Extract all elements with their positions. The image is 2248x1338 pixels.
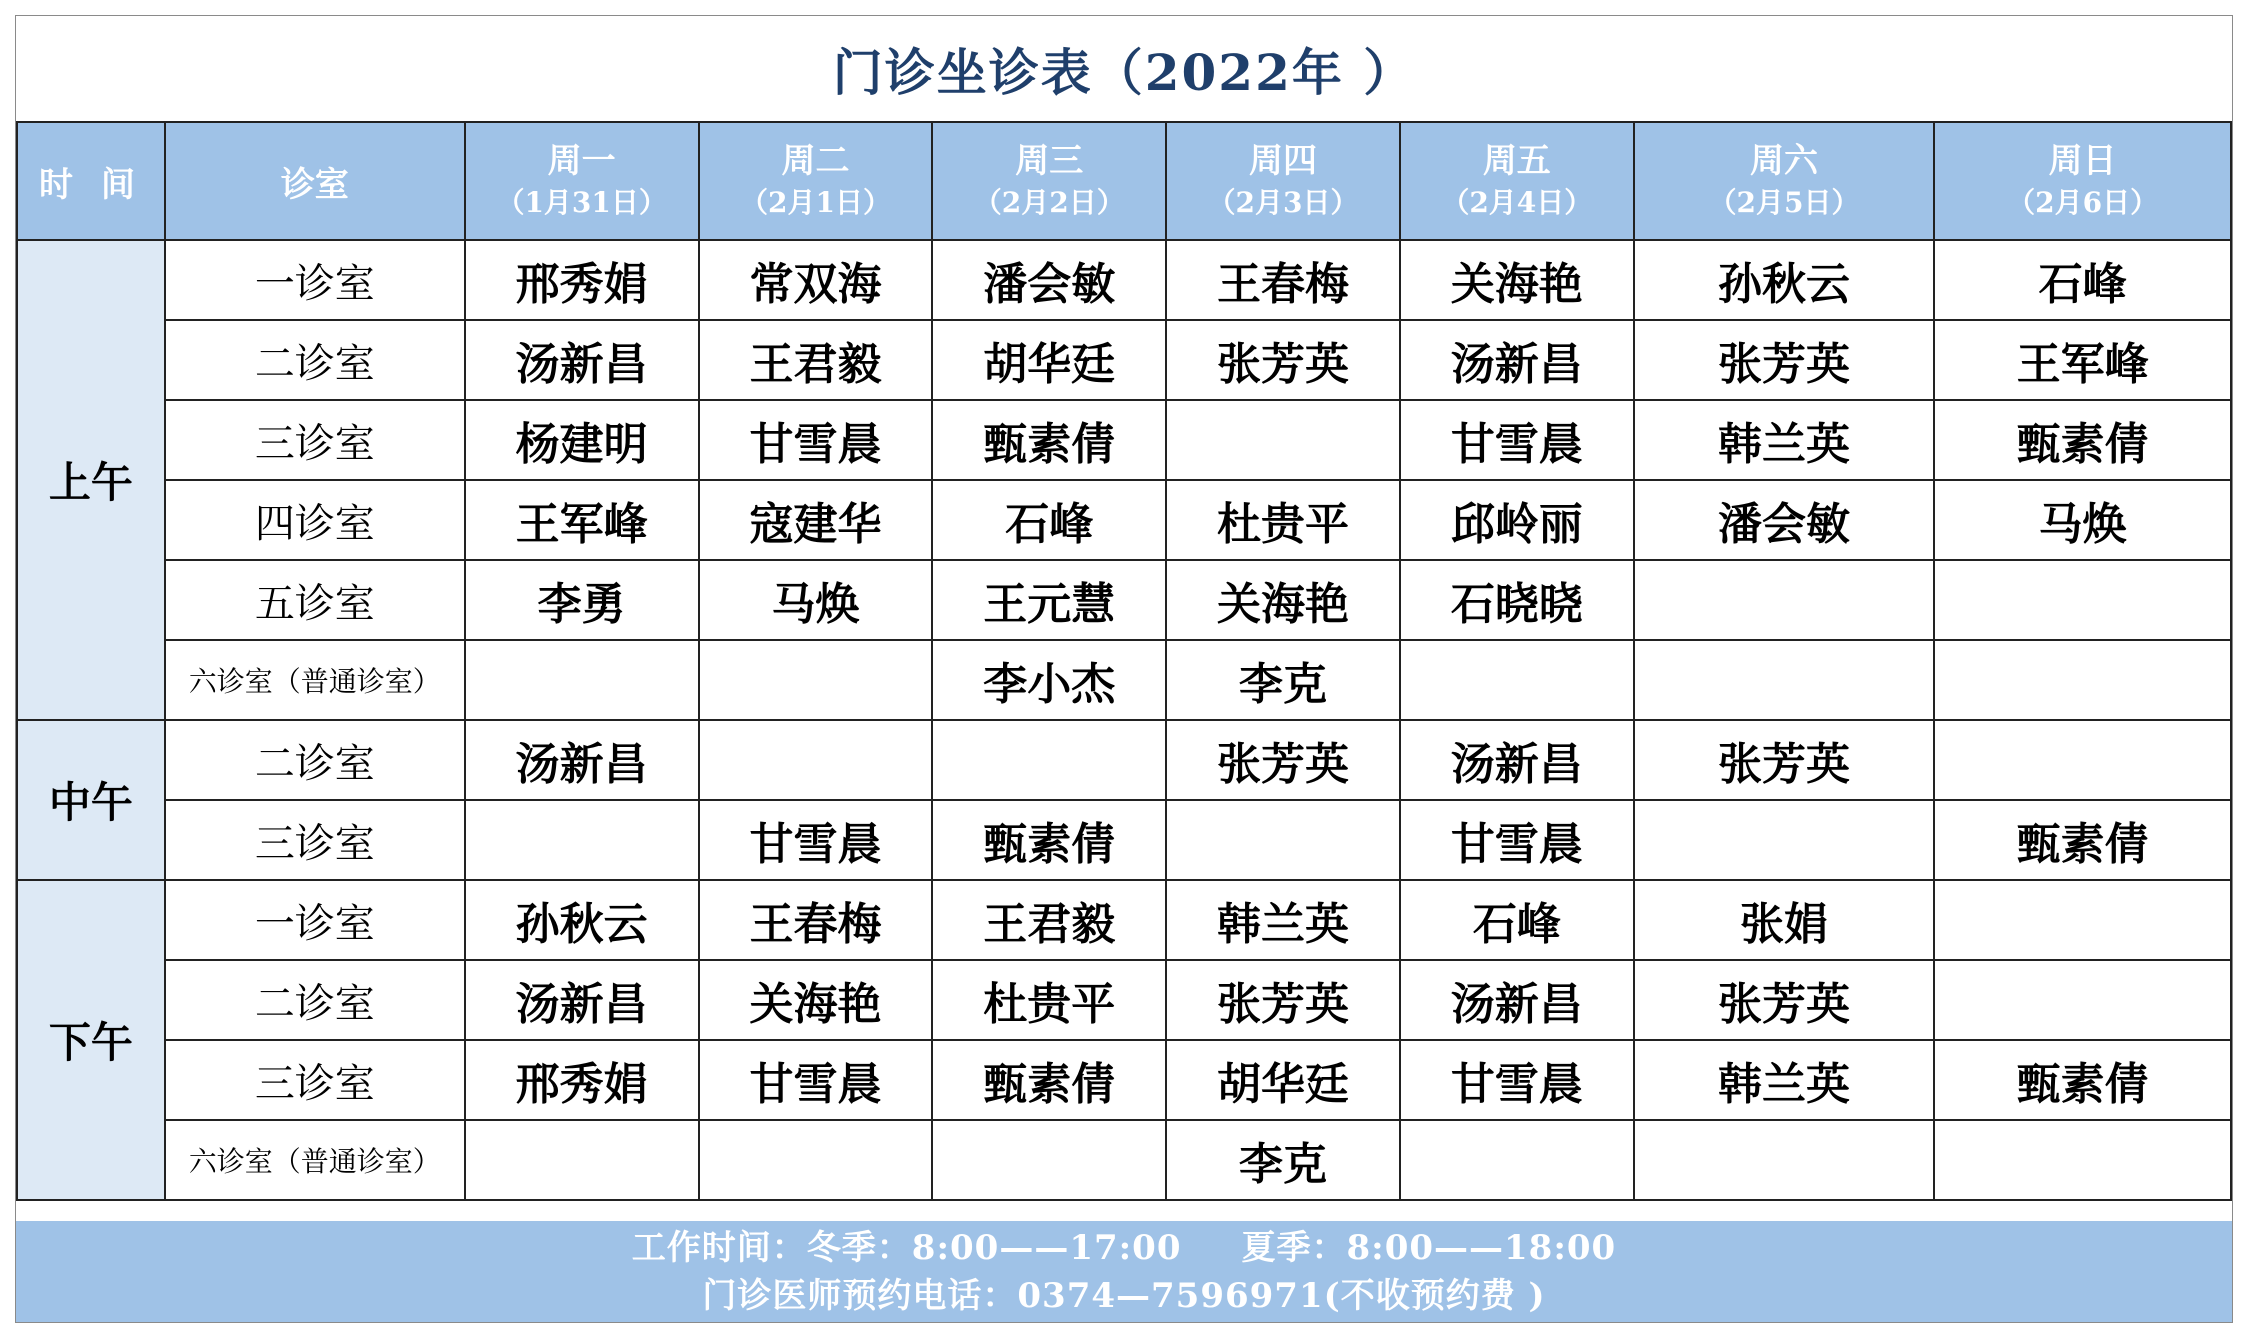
room-label: 四诊室 xyxy=(165,480,465,560)
doctor-cell xyxy=(932,1120,1166,1200)
doctor-cell: 王春梅 xyxy=(1166,240,1400,320)
header-day-label: 周二 xyxy=(781,141,850,181)
doctor-cell: 李克 xyxy=(1166,1120,1400,1200)
doctor-cell: 甄素倩 xyxy=(932,1040,1166,1120)
doctor-cell: 甘雪晨 xyxy=(1400,800,1634,880)
doctor-cell: 王春梅 xyxy=(699,880,933,960)
room-label: 一诊室 xyxy=(165,240,465,320)
doctor-cell: 王军峰 xyxy=(1934,320,2231,400)
doctor-cell xyxy=(1634,800,1935,880)
header-day-7 xyxy=(1934,122,2231,240)
room-label: 三诊室 xyxy=(165,400,465,480)
header-time: 时 间 xyxy=(17,122,165,240)
doctor-cell: 胡华廷 xyxy=(932,320,1166,400)
header-day-label: 周五 xyxy=(1482,141,1551,181)
table-row xyxy=(17,1120,2231,1200)
room-label: 二诊室 xyxy=(165,960,465,1040)
doctor-cell: 寇建华 xyxy=(699,480,933,560)
doctor-cell: 邢秀娟 xyxy=(465,1040,699,1120)
doctor-cell: 汤新昌 xyxy=(465,960,699,1040)
work-hours xyxy=(632,1224,1616,1272)
period-label: 中午 xyxy=(17,720,165,880)
schedule-sheet xyxy=(15,15,2233,1323)
doctor-cell: 胡华廷 xyxy=(1166,1040,1400,1120)
doctor-cell xyxy=(1934,640,2231,720)
doctor-cell: 杜贵平 xyxy=(932,960,1166,1040)
footer xyxy=(16,1221,2232,1322)
table-row xyxy=(17,720,2231,800)
header-date-label: （2月6日） xyxy=(2007,186,2159,219)
doctor-cell: 张芳英 xyxy=(1166,320,1400,400)
doctor-cell: 甄素倩 xyxy=(1934,800,2231,880)
doctor-cell: 李克 xyxy=(1166,640,1400,720)
doctor-cell: 王君毅 xyxy=(699,320,933,400)
header-date-label: （2月3日） xyxy=(1207,186,1359,219)
header-day-label: 周六 xyxy=(1750,141,1818,181)
doctor-cell: 韩兰英 xyxy=(1634,1040,1935,1120)
doctor-cell: 张芳英 xyxy=(1634,720,1935,800)
table-row xyxy=(17,320,2231,400)
header-date-label: （2月5日） xyxy=(1708,186,1860,219)
table-row xyxy=(17,960,2231,1040)
doctor-cell: 王军峰 xyxy=(465,480,699,560)
header-day-label: 周四 xyxy=(1249,141,1318,181)
doctor-cell: 韩兰英 xyxy=(1166,880,1400,960)
schedule-body xyxy=(17,240,2231,1200)
doctor-cell: 邢秀娟 xyxy=(465,240,699,320)
doctor-cell: 甄素倩 xyxy=(1934,400,2231,480)
doctor-cell: 张芳英 xyxy=(1634,320,1935,400)
doctor-cell xyxy=(1934,960,2231,1040)
doctor-cell xyxy=(699,720,933,800)
doctor-cell xyxy=(465,800,699,880)
table-row xyxy=(17,480,2231,560)
table-row xyxy=(17,640,2231,720)
room-label: 六诊室（普通诊室） xyxy=(165,640,465,720)
header-day-label: 周一 xyxy=(547,141,616,181)
table-row xyxy=(17,1040,2231,1120)
doctor-cell: 关海艳 xyxy=(1166,560,1400,640)
doctor-cell: 张芳英 xyxy=(1634,960,1935,1040)
doctor-cell: 关海艳 xyxy=(699,960,933,1040)
doctor-cell: 甄素倩 xyxy=(932,400,1166,480)
room-label: 三诊室 xyxy=(165,1040,465,1120)
doctor-cell: 甄素倩 xyxy=(1934,1040,2231,1120)
doctor-cell xyxy=(932,720,1166,800)
doctor-cell xyxy=(1400,1120,1634,1200)
doctor-cell: 孙秋云 xyxy=(465,880,699,960)
doctor-cell: 邱岭丽 xyxy=(1400,480,1634,560)
room-label: 六诊室（普通诊室） xyxy=(165,1120,465,1200)
doctor-cell xyxy=(1934,1120,2231,1200)
header-day-6 xyxy=(1634,122,1935,240)
doctor-cell: 甘雪晨 xyxy=(1400,1040,1634,1120)
room-label: 五诊室 xyxy=(165,560,465,640)
doctor-cell: 李小杰 xyxy=(932,640,1166,720)
doctor-cell xyxy=(1934,720,2231,800)
doctor-cell xyxy=(1634,1120,1935,1200)
doctor-cell: 潘会敏 xyxy=(932,240,1166,320)
doctor-cell: 汤新昌 xyxy=(465,320,699,400)
room-label: 二诊室 xyxy=(165,720,465,800)
header-date-label: （2月1日） xyxy=(739,186,891,219)
schedule-table xyxy=(16,121,2232,1201)
room-label: 二诊室 xyxy=(165,320,465,400)
room-label: 三诊室 xyxy=(165,800,465,880)
doctor-cell xyxy=(1166,800,1400,880)
summer-hours: 夏季：8:00——18:00 xyxy=(1241,1227,1617,1268)
doctor-cell: 甘雪晨 xyxy=(699,400,933,480)
doctor-cell: 甘雪晨 xyxy=(699,800,933,880)
header-date-label: （1月31日） xyxy=(496,186,667,219)
period-label: 上午 xyxy=(17,240,165,720)
doctor-cell: 王君毅 xyxy=(932,880,1166,960)
doctor-cell: 汤新昌 xyxy=(1400,960,1634,1040)
header-day-label: 周日 xyxy=(2048,141,2117,181)
period-label: 下午 xyxy=(17,880,165,1200)
doctor-cell: 常双海 xyxy=(699,240,933,320)
header-day-3 xyxy=(932,122,1166,240)
doctor-cell: 马焕 xyxy=(699,560,933,640)
doctor-cell xyxy=(1400,640,1634,720)
table-row xyxy=(17,240,2231,320)
doctor-cell: 马焕 xyxy=(1934,480,2231,560)
doctor-cell: 孙秋云 xyxy=(1634,240,1935,320)
doctor-cell: 汤新昌 xyxy=(1400,320,1634,400)
doctor-cell xyxy=(699,1120,933,1200)
header-date-label: （2月2日） xyxy=(973,186,1125,219)
doctor-cell xyxy=(1934,880,2231,960)
winter-hours: 工作时间：冬季：8:00——17:00 xyxy=(631,1227,1182,1268)
doctor-cell: 关海艳 xyxy=(1400,240,1634,320)
doctor-cell: 韩兰英 xyxy=(1634,400,1935,480)
header-day-1 xyxy=(465,122,699,240)
booking-phone: 门诊医师预约电话：0374—7596971(不收预约费 ) xyxy=(702,1275,1546,1316)
doctor-cell xyxy=(465,1120,699,1200)
header-room: 诊室 xyxy=(165,122,465,240)
doctor-cell: 汤新昌 xyxy=(465,720,699,800)
doctor-cell: 李勇 xyxy=(465,560,699,640)
doctor-cell: 石晓晓 xyxy=(1400,560,1634,640)
doctor-cell: 甘雪晨 xyxy=(1400,400,1634,480)
doctor-cell xyxy=(1934,560,2231,640)
doctor-cell: 石峰 xyxy=(1400,880,1634,960)
table-row xyxy=(17,400,2231,480)
header-day-5 xyxy=(1400,122,1634,240)
doctor-cell: 张芳英 xyxy=(1166,720,1400,800)
doctor-cell: 潘会敏 xyxy=(1634,480,1935,560)
table-row xyxy=(17,880,2231,960)
header-day-label: 周三 xyxy=(1015,141,1084,181)
page-title: 门诊坐诊表（2022年 ） xyxy=(832,42,1416,102)
doctor-cell xyxy=(1634,560,1935,640)
header-day-4 xyxy=(1166,122,1400,240)
doctor-cell: 张娟 xyxy=(1634,880,1935,960)
doctor-cell xyxy=(1634,640,1935,720)
doctor-cell: 石峰 xyxy=(1934,240,2231,320)
doctor-cell xyxy=(465,640,699,720)
header-date-label: （2月4日） xyxy=(1441,186,1593,219)
doctor-cell: 石峰 xyxy=(932,480,1166,560)
doctor-cell: 杨建明 xyxy=(465,400,699,480)
doctor-cell xyxy=(1166,400,1400,480)
doctor-cell xyxy=(699,640,933,720)
doctor-cell: 汤新昌 xyxy=(1400,720,1634,800)
table-row xyxy=(17,560,2231,640)
doctor-cell: 王元慧 xyxy=(932,560,1166,640)
table-row xyxy=(17,800,2231,880)
header-day-2 xyxy=(699,122,933,240)
doctor-cell: 张芳英 xyxy=(1166,960,1400,1040)
header-row xyxy=(17,122,2231,240)
room-label: 一诊室 xyxy=(165,880,465,960)
doctor-cell: 杜贵平 xyxy=(1166,480,1400,560)
doctor-cell: 甘雪晨 xyxy=(699,1040,933,1120)
doctor-cell: 甄素倩 xyxy=(932,800,1166,880)
